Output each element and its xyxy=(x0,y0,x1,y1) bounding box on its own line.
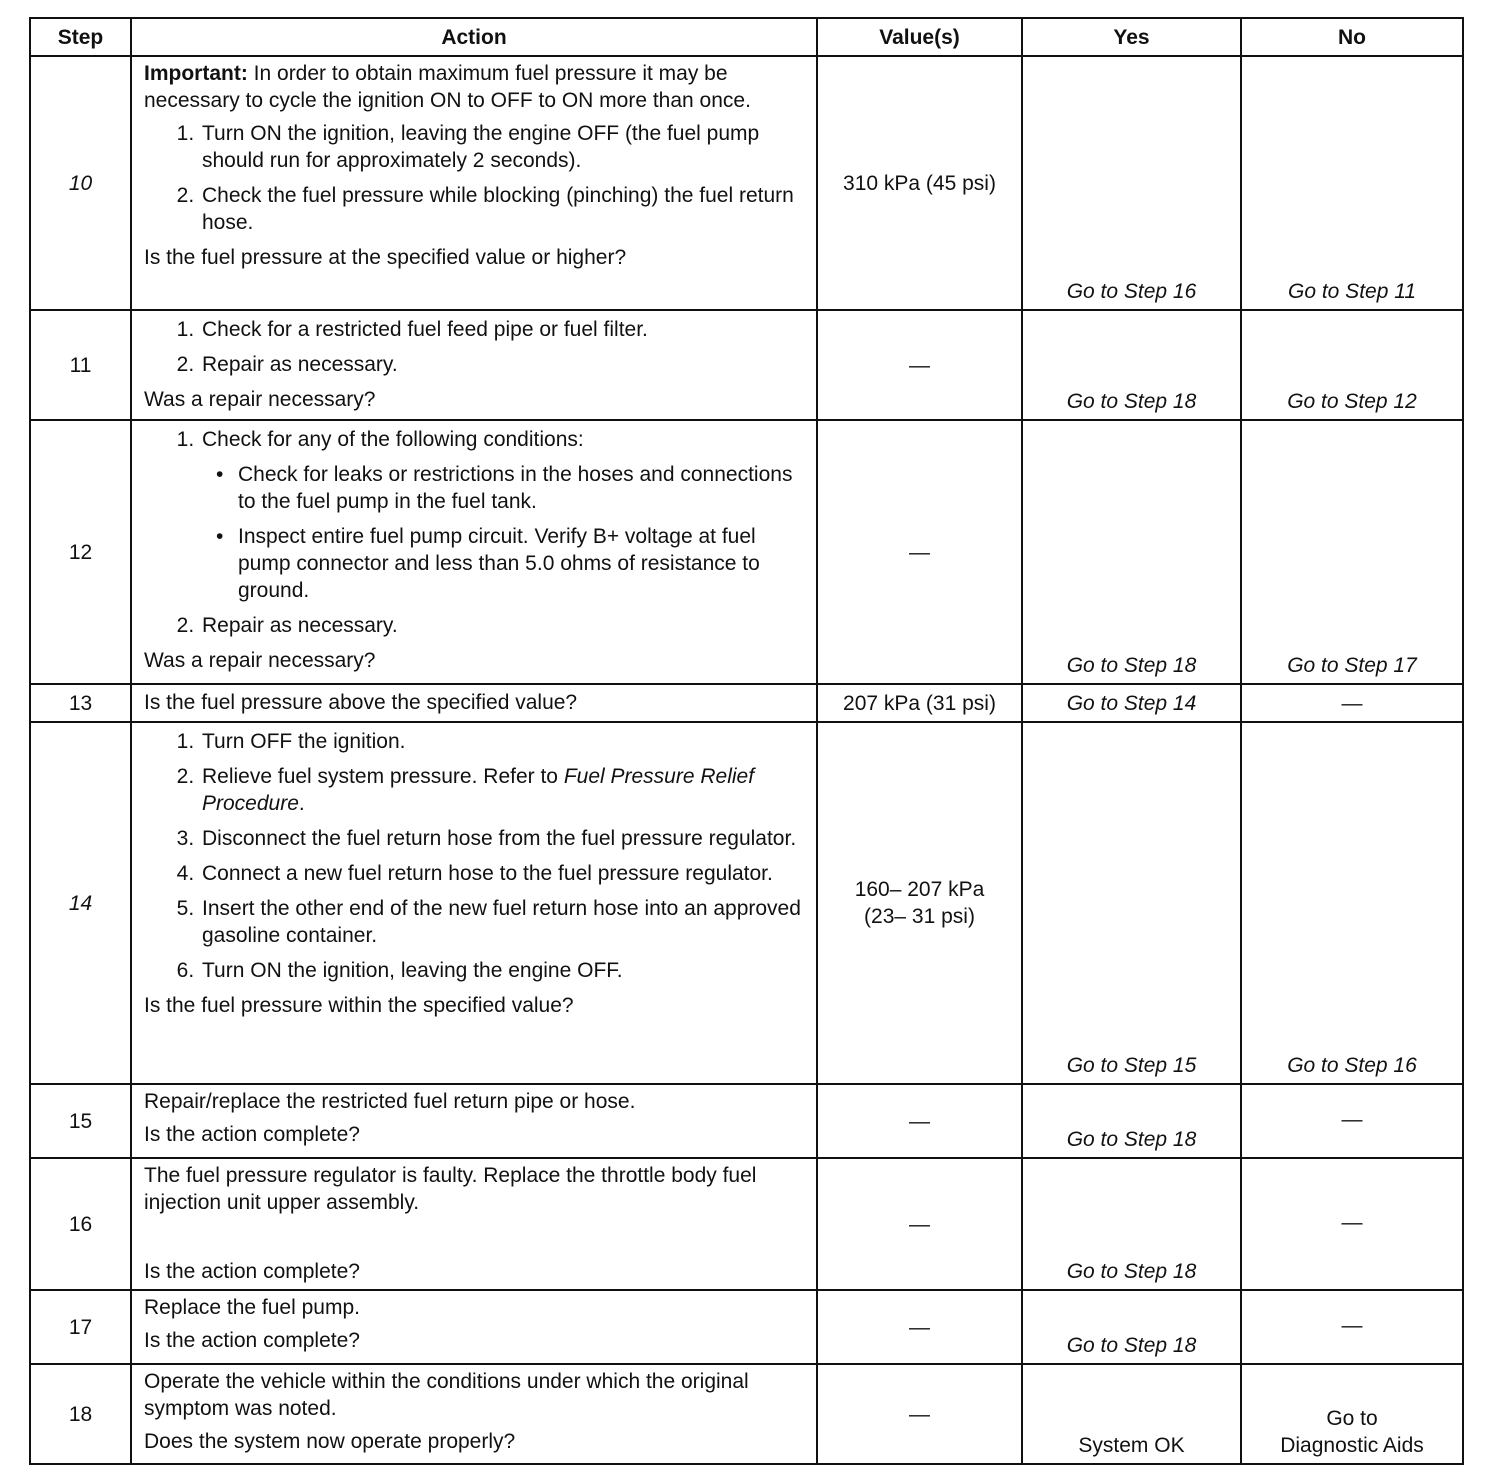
no-cell: — xyxy=(1241,1158,1463,1290)
yes-cell: Go to Step 18 xyxy=(1022,310,1241,420)
action-question: Is the action complete? xyxy=(144,1329,360,1352)
list-item-text: Check for any of the following conditions: xyxy=(202,428,584,451)
action-question: Is the fuel pressure at the specified value or higher? xyxy=(144,246,627,269)
action-cell xyxy=(131,1290,817,1364)
value-cell: 207 kPa (31 psi) xyxy=(817,684,1022,722)
action-question: Was a repair necessary? xyxy=(144,649,376,672)
spacer xyxy=(144,1216,806,1252)
step-list xyxy=(144,120,806,236)
table-row xyxy=(30,310,1463,420)
action-question: Is the action complete? xyxy=(144,1260,360,1283)
action-cell xyxy=(131,722,817,1084)
header-step: Step xyxy=(30,18,131,56)
table-row xyxy=(30,1364,1463,1464)
header-yes: Yes xyxy=(1022,18,1241,56)
list-item xyxy=(200,763,806,817)
table-row xyxy=(30,420,1463,684)
action-question: Does the system now operate properly? xyxy=(144,1430,516,1453)
yes-cell: Go to Step 15 xyxy=(1022,722,1241,1084)
no-cell xyxy=(1241,1364,1463,1464)
action-cell xyxy=(131,420,817,684)
no-cell: Go to Step 17 xyxy=(1241,420,1463,684)
yes-cell: System OK xyxy=(1022,1364,1241,1464)
step-number: 15 xyxy=(30,1084,131,1158)
list-item-text: Relieve fuel system pressure. Refer to xyxy=(202,765,564,788)
action-question: Was a repair necessary? xyxy=(144,388,376,411)
action-question: Is the action complete? xyxy=(144,1123,360,1146)
table-row xyxy=(30,56,1463,310)
value-line: (23– 31 psi) xyxy=(864,905,975,928)
header-row xyxy=(30,18,1463,56)
diagnostic-table xyxy=(29,17,1464,1465)
value-cell: 310 kPa (45 psi) xyxy=(817,56,1022,310)
step-number: 16 xyxy=(30,1158,131,1290)
list-item: 1. Turn OFF the ignition. xyxy=(200,728,806,755)
bullet-item: • Check for leaks or restrictions in the hoses and connections to the fuel pump in the fuel tank. xyxy=(236,461,806,515)
value-cell xyxy=(817,722,1022,1084)
list-item: 2. Check the fuel pressure while blocking (pinching) the fuel return hose. xyxy=(200,182,806,236)
bullet-item: • Inspect entire fuel pump circuit. Verify B+ voltage at fuel pump connector and less than 5.0 ohms of resistance to ground. xyxy=(236,523,806,604)
no-cell: Go to Step 12 xyxy=(1241,310,1463,420)
value-cell: — xyxy=(817,1290,1022,1364)
step-number: 13 xyxy=(30,684,131,722)
step-number: 12 xyxy=(30,420,131,684)
table-row xyxy=(30,722,1463,1084)
value-cell: — xyxy=(817,420,1022,684)
table-row xyxy=(30,684,1463,722)
no-cell: — xyxy=(1241,1084,1463,1158)
header-action: Action xyxy=(131,18,817,56)
action-question: Is the fuel pressure within the specified value? xyxy=(144,994,574,1017)
action-text: Repair/replace the restricted fuel return pipe or hose. xyxy=(144,1090,636,1113)
value-line: 160– 207 kPa xyxy=(854,878,985,901)
action-cell xyxy=(131,1364,817,1464)
step-number: 17 xyxy=(30,1290,131,1364)
action-text: Operate the vehicle within the conditions under which the original symptom was noted. xyxy=(144,1370,749,1420)
yes-cell: Go to Step 18 xyxy=(1022,420,1241,684)
header-values: Value(s) xyxy=(817,18,1022,56)
table-row xyxy=(30,1084,1463,1158)
value-cell: — xyxy=(817,1364,1022,1464)
step-number: 10 xyxy=(30,56,131,310)
action-cell xyxy=(131,684,817,722)
list-item: 2. Repair as necessary. xyxy=(200,612,806,639)
list-item-text: . xyxy=(298,792,305,815)
yes-cell: Go to Step 14 xyxy=(1022,684,1241,722)
action-text: The fuel pressure regulator is faulty. Replace the throttle body fuel injection unit upper assembly. xyxy=(144,1164,757,1214)
step-number: 18 xyxy=(30,1364,131,1464)
bullet-list xyxy=(202,461,806,604)
list-item: 4. Connect a new fuel return hose to the fuel pressure regulator. xyxy=(200,860,806,887)
action-question: Is the fuel pressure above the specified value? xyxy=(144,691,578,714)
important-label: Important: xyxy=(144,62,248,85)
step-list xyxy=(144,316,806,378)
no-line: Diagnostic Aids xyxy=(1280,1434,1424,1457)
value-cell: — xyxy=(817,1084,1022,1158)
no-cell: — xyxy=(1241,684,1463,722)
action-cell xyxy=(131,1084,817,1158)
list-item: 2. Repair as necessary. xyxy=(200,351,806,378)
yes-cell: Go to Step 16 xyxy=(1022,56,1241,310)
procedure-reference: Fuel Pressure Relief Procedure xyxy=(202,765,755,815)
table-row xyxy=(30,1290,1463,1364)
value-cell: — xyxy=(817,1158,1022,1290)
step-list xyxy=(144,426,806,639)
header-no: No xyxy=(1241,18,1463,56)
important-note xyxy=(144,60,806,114)
important-text: In order to obtain maximum fuel pressure it may be necessary to cycle the ignition ON to OFF to ON more than once. xyxy=(144,62,751,112)
list-item: 3. Disconnect the fuel return hose from the fuel pressure regulator. xyxy=(200,825,806,852)
no-cell: — xyxy=(1241,1290,1463,1364)
no-line: Go to xyxy=(1326,1407,1378,1430)
step-number: 14 xyxy=(30,722,131,1084)
action-cell xyxy=(131,56,817,310)
list-item: 1. Turn ON the ignition, leaving the engine OFF (the fuel pump should run for approximately 2 seconds). xyxy=(200,120,806,174)
action-cell xyxy=(131,1158,817,1290)
list-item: 1. Check for a restricted fuel feed pipe or fuel filter. xyxy=(200,316,806,343)
yes-cell: Go to Step 18 xyxy=(1022,1158,1241,1290)
action-text: Replace the fuel pump. xyxy=(144,1296,360,1319)
list-item xyxy=(200,426,806,604)
step-list xyxy=(144,728,806,984)
value-cell: — xyxy=(817,310,1022,420)
no-cell: Go to Step 16 xyxy=(1241,722,1463,1084)
no-cell: Go to Step 11 xyxy=(1241,56,1463,310)
step-number: 11 xyxy=(30,310,131,420)
yes-cell: Go to Step 18 xyxy=(1022,1084,1241,1158)
list-item: 6. Turn ON the ignition, leaving the engine OFF. xyxy=(200,957,806,984)
table-row xyxy=(30,1158,1463,1290)
action-cell xyxy=(131,310,817,420)
yes-cell: Go to Step 18 xyxy=(1022,1290,1241,1364)
list-item: 5. Insert the other end of the new fuel return hose into an approved gasoline container. xyxy=(200,895,806,949)
